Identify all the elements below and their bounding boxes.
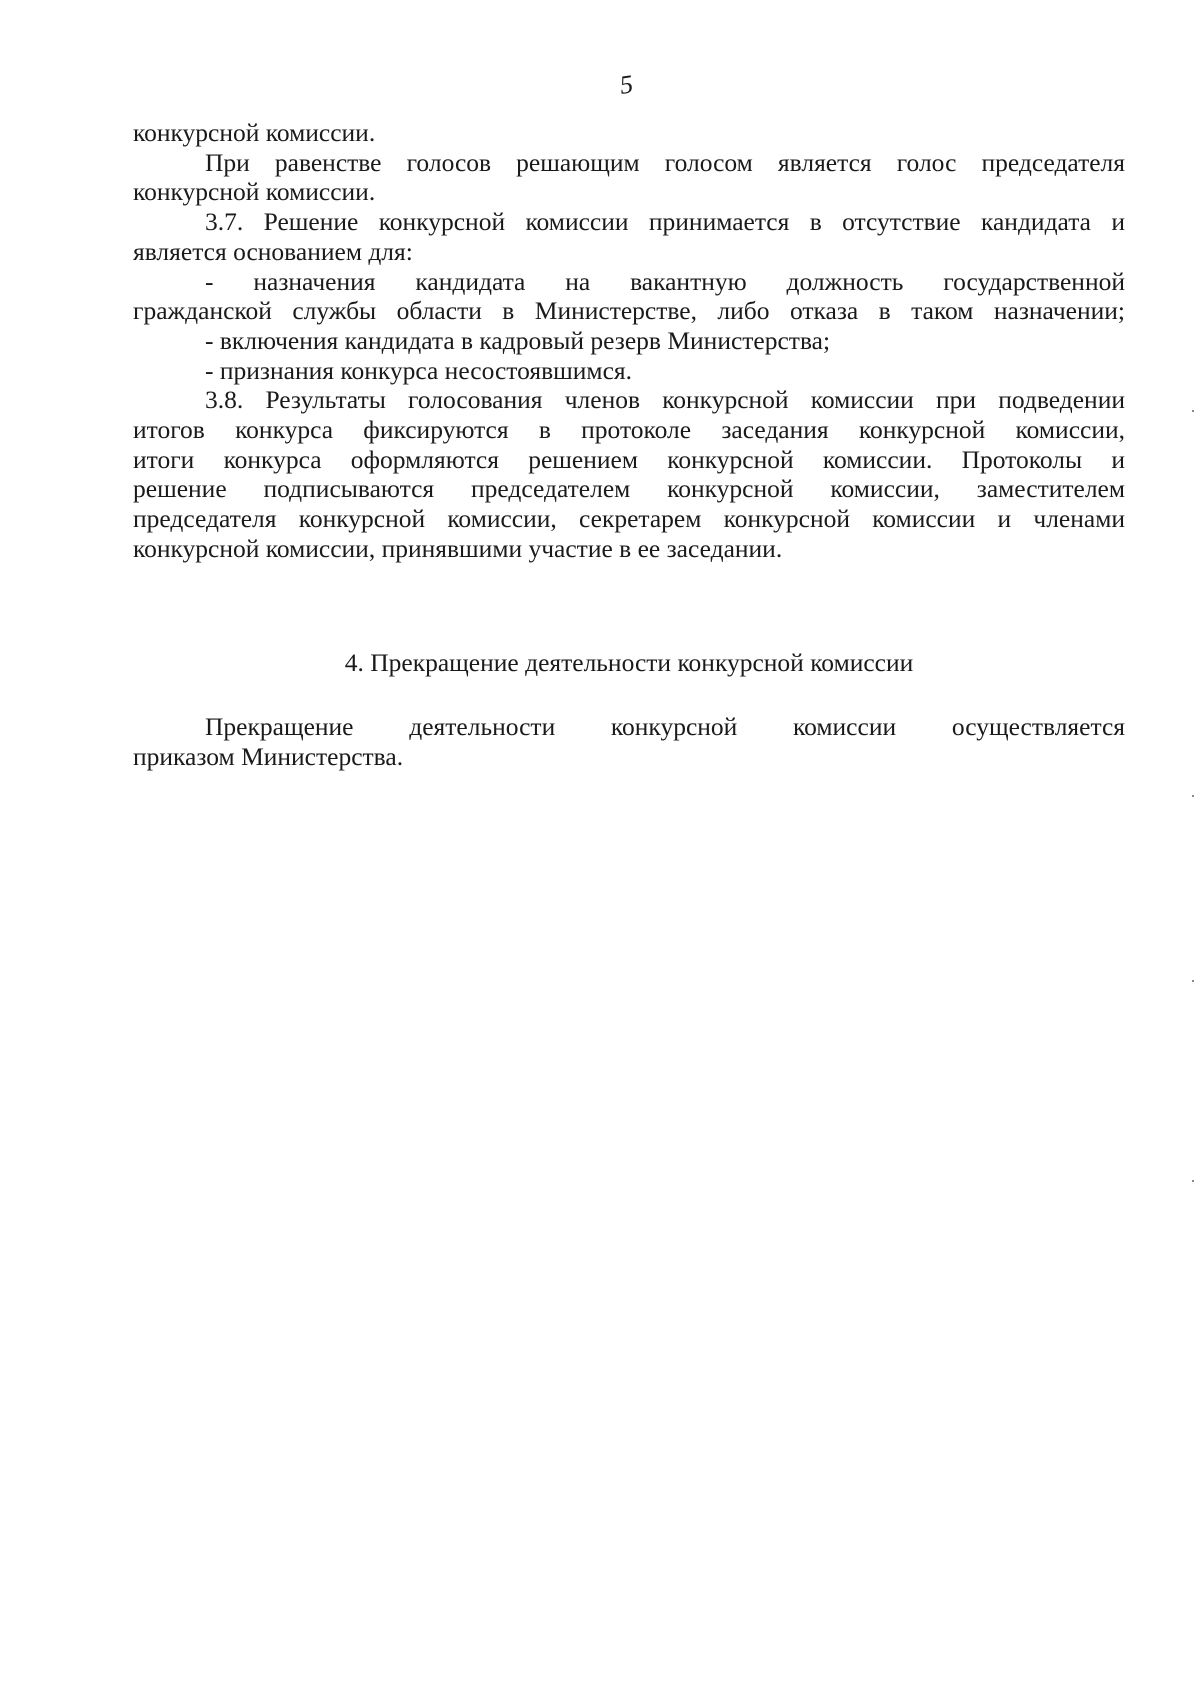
text-line: решение подписываются председателем конкурсной комиссии, заместителем — [133, 474, 1125, 504]
text-line: - признания конкурса несостоявшимся. — [205, 355, 632, 385]
section-heading: 4. Прекращение деятельности конкурсной комиссии — [344, 648, 914, 677]
text-line: - назначения кандидата на вакантную должность государственной — [205, 266, 1125, 296]
text-line: 3.8. Результаты голосования членов конкурсной комиссии при подведении — [205, 385, 1125, 415]
scan-mark — [1192, 1180, 1194, 1182]
section-4-text — [133, 712, 1125, 771]
scan-mark — [1192, 795, 1194, 797]
text-line: конкурсной комиссии, принявшими участие в ее заседании. — [133, 533, 783, 563]
text-line: председателя конкурсной комиссии, секретарем конкурсной комиссии и членами — [133, 504, 1125, 534]
text-line: итоги конкурса оформляются решением конкурсной комиссии. Протоколы и — [133, 444, 1125, 474]
text-line: приказом Министерства. — [133, 741, 404, 771]
text-line: - включения кандидата в кадровый резерв Министерства; — [205, 325, 831, 355]
text-line: конкурсной комиссии. — [133, 177, 376, 207]
text-line: 3.7. Решение конкурсной комиссии принимается в отсутствие кандидата и — [205, 207, 1125, 237]
text-line: Прекращение деятельности конкурсной комиссии осуществляется — [205, 712, 1125, 741]
scan-mark — [1192, 980, 1194, 982]
scan-mark — [1192, 410, 1194, 412]
section-3-text — [133, 118, 1125, 564]
text-line: При равенстве голосов решающим голосом является голос председателя — [205, 147, 1125, 177]
text-line: конкурсной комиссии. — [133, 118, 376, 147]
text-line: является основанием для: — [133, 236, 413, 266]
page-number: 5 — [617, 69, 635, 100]
text-line: гражданской службы области в Министерстве, либо отказа в таком назначении; — [133, 296, 1125, 326]
text-line: итогов конкурса фиксируются в протоколе заседания конкурсной комиссии, — [133, 415, 1125, 445]
